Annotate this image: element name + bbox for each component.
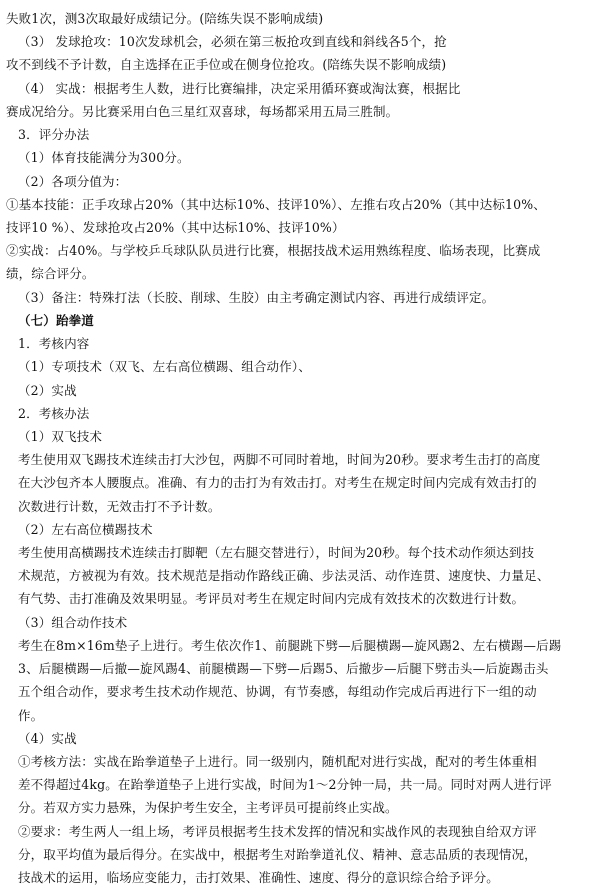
text-line: 有气势、击打准确及效果明显。考评员对考生在规定时间内完成有效技术的次数进行计数。 [18, 591, 525, 607]
text-line: 考生使用高横踢技术连续击打脚靶（左右腿交替进行），时间为20秒。每个技术动作须达到技 [18, 545, 535, 560]
text-line: ①考核方法：实战在跆拳道垫子上进行。同一级别内，随机配对进行实战，配对的考生体重相 [18, 753, 537, 769]
text-line: 差不得超过4kg。在跆拳道垫子上进行实战，时间为1～2分钟一局，共一局。同时对两人进行评 [18, 777, 552, 793]
text-line: 考生使用双飞踢技术连续击打大沙包，两脚不可同时着地，时间为20秒。要求考生击打的高度 [18, 452, 541, 468]
text-line: 分，取平均值为最后得分。在实战中，根据考生对跆拳道礼仪、精神、意志品质的表现情况， [18, 846, 537, 862]
text-line: 绩，综合评分。 [6, 266, 95, 282]
section-heading: 1．考核内容 [18, 336, 90, 351]
text-line: 赛成况给分。另比赛采用白色三星红双喜球，每场都采用五局三胜制。 [6, 103, 399, 119]
text-line: 攻不到线不予计数，自主选择在正手位或在侧身位抢攻。(陪练失误不影响成绩) [6, 57, 447, 73]
text-line: 技战术的运用，临场应变能力，击打效果、准确性、速度、得分的意识综合给予评分。 [18, 870, 499, 885]
text-line: 五个组合动作，要求考生技术动作规范、协调，有节奏感，每组动作完成后再进行下一组的动 [18, 684, 537, 700]
section-heading: （七）跆拳道 [18, 312, 94, 328]
text-line: 分。若双方实力悬殊，为保护考生安全，主考评员可提前终止实战。 [18, 800, 398, 816]
text-line: ②实战：占40%。与学校乒乓球队队员进行比赛，根据技战术运用熟练程度、临场表现，比赛成 [6, 243, 541, 259]
text-line: （4） 实战：根据考生人数，进行比赛编排，决定采用循环赛或淘汰赛，根据比 [18, 80, 461, 96]
section-heading: 2．考核办法 [18, 405, 90, 421]
text-line: 在大沙包齐本人腰腹点。准确、有力的击打为有效击打。对考生在规定时间内完成有效击打的 [18, 475, 537, 491]
text-line: ①基本技能：正手攻球占20%（其中达标10%、技评10%）、左推右攻占20%（其中达标10%、 [6, 196, 546, 212]
subsection-heading: （3）组合动作技术 [18, 614, 128, 630]
text-line: （1）体育技能满分为300分。 [18, 150, 190, 166]
text-line: （2）各项分值为： [18, 173, 128, 189]
text-line: 失败1次，测3次取最好成绩记分。(陪练失误不影响成绩) [6, 11, 324, 26]
subsection-heading: （1）双飞技术 [18, 428, 103, 444]
text-line: 作。 [18, 707, 44, 723]
text-line: 次数进行计数，无效击打不予计数。 [18, 498, 221, 514]
text-line: （2）实战 [18, 382, 77, 398]
subsection-heading: （4）实战 [18, 730, 77, 746]
remark-line: （3）备注：特殊打法（长胶、削球、生胶）由主考确定测试内容、再进行成绩评定。 [18, 289, 495, 305]
text-line: 术规范，方被视为有效。技术规范是指动作路线正确、步法灵活、动作连贯、速度快、力量足、 [18, 568, 550, 584]
text-line: ②要求：考生两人一组上场，考评员根据考生技术发挥的情况和实战作风的表现独自给双方评 [18, 823, 537, 839]
subsection-heading: （2）左右高位横踢技术 [18, 521, 153, 537]
text-line: 考生在8m×16m垫子上进行。考生依次作1、前腿跳下劈—后腿横踢—旋风踢2、左右横踢—后踢 [18, 637, 562, 653]
text-line: （3） 发球抢攻：10次发球机会，必须在第三板抢攻到直线和斜线各5个，抢 [18, 34, 447, 50]
text-line: 技评10 %）、发球抢攻占20%（其中达标10%、技评10%） [6, 219, 345, 235]
section-heading: 3．评分办法 [18, 127, 90, 143]
text-line: （1）专项技术（双飞、左右高位横踢、组合动作）、 [18, 359, 311, 375]
text-line: 3、后腿横踢—后撤—旋风踢4、前腿横踢—下劈—后踢5、后撤步—后腿下劈击头—后旋踢击头 [18, 661, 549, 677]
